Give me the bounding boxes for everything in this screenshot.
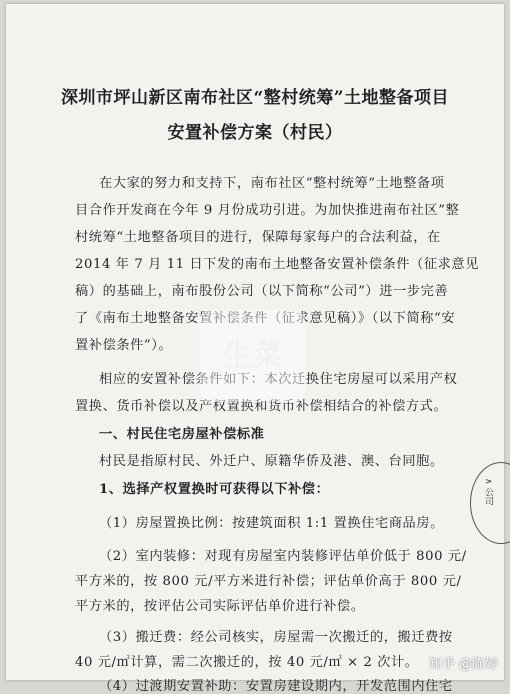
paragraph-line: 40 元/㎡计算，需二次搬迁的，按 40 元/㎡ × 2 次计。 <box>75 655 419 670</box>
paragraph-line: （1）房屋置换比例：按建筑面积 1:1 置换住宅商品房。 <box>99 516 444 531</box>
paragraph-line: 置换、货币补偿以及产权置换和货币补偿相结合的补偿方式。 <box>75 399 448 414</box>
platform-credit: 知乎 @陈婷 <box>428 657 498 672</box>
document-subtitle: 安置补偿方案（村民） <box>167 123 343 143</box>
section-heading: 一、村民住宅房屋补偿标准 <box>99 427 265 442</box>
paragraph-line: 2014 年 7 月 11 日下发的南布土地整备安置补偿条件（征求意见 <box>75 257 480 272</box>
paragraph-line: （4）过渡期安置补助：安置房建设期内，开发范围内住宅 <box>99 679 453 694</box>
watermark-logo <box>200 310 305 402</box>
paragraph-line: 平方米的，按 800 元/平方米进行补偿；评估单价高于 800 元/ <box>75 574 462 589</box>
paragraph-line: （2）室内装修：对现有房屋室内装修评估单价低于 800 元/ <box>99 549 467 564</box>
paragraph-line: 了《南布土地整备安置补偿条件（征求意见稿）》（以下简称“安 <box>75 311 456 326</box>
paragraph-line: 置补偿条件”）。 <box>75 338 173 353</box>
paragraph-line: 相应的安置补偿条件如下：本次迁换住宅房屋可以采用产权 <box>99 372 458 387</box>
paragraph-line: 目合作开发商在今年 9 月份成功引进。为加快推进南布社区”整 <box>75 203 460 218</box>
stamp-text: ∧ 公司 <box>483 478 493 506</box>
document-title: 深圳市坪山新区南布社区“整村统筹”土地整备项目 <box>60 88 450 108</box>
paragraph-line: （3）搬迁费：经公司核实，房屋需一次搬迁的，搬迁费按 <box>99 630 453 645</box>
paragraph-line: 村民是指原村民、外迁户、原籍华侨及港、澳、台同胞。 <box>99 454 444 469</box>
paragraph-line: 平方米的，按评估公司实际评估单价进行补偿。 <box>75 599 365 614</box>
paragraph-line: 稿）的基础上，南布股份公司（以下简称“公司”）进一步完善 <box>75 284 449 299</box>
paragraph-line: 在大家的努力和支持下，南布社区“整村统筹“土地整备项 <box>99 176 445 191</box>
subsection-heading: 1、选择产权置换时可获得以下补偿： <box>99 482 330 497</box>
watermark-text: 生菜 <box>222 338 283 374</box>
paragraph-line: 村统筹“土地整备项目的进行，保障每家每户的合法利益，在 <box>75 230 441 245</box>
